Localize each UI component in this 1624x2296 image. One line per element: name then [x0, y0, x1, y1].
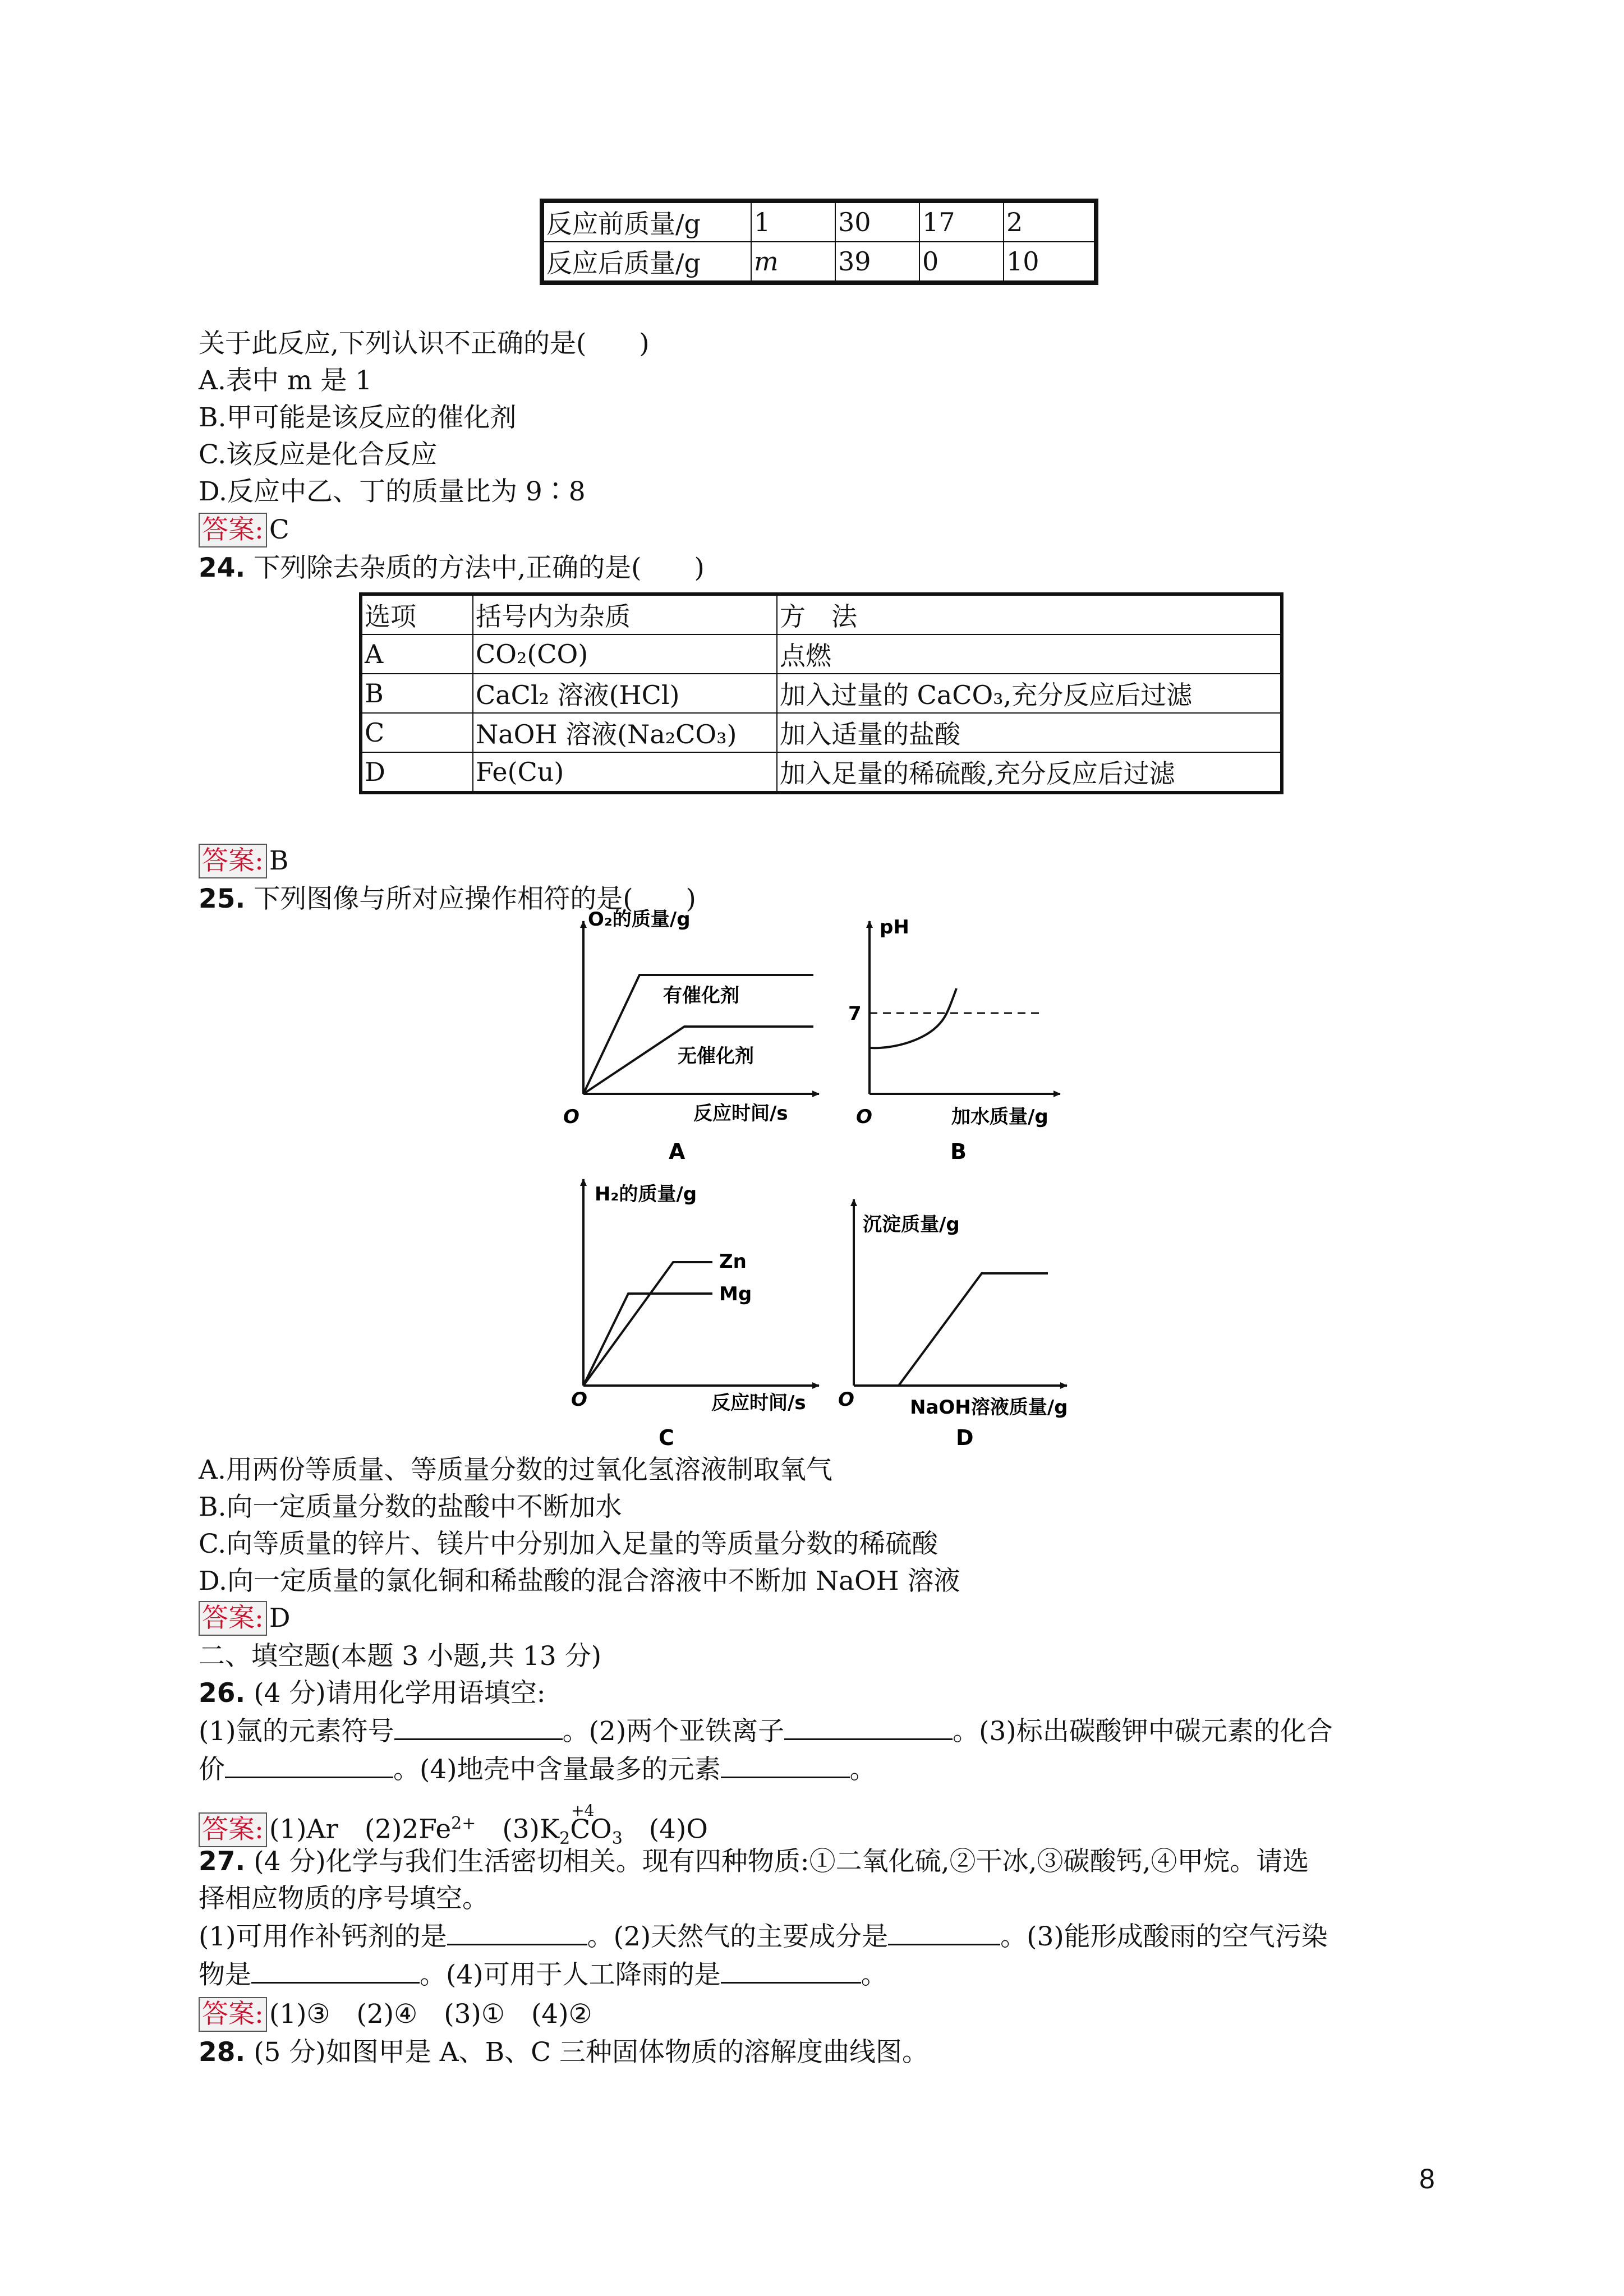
q23-stem: 关于此反应,下列认识不正确的是( ): [199, 328, 650, 359]
table-cell: 17: [919, 201, 1004, 242]
question-text: (4 分)化学与我们生活密切相关。现有四种物质:①二氧化硫,②干冰,③碳酸钙,④甲烷。请选: [254, 1846, 1309, 1877]
text-segment: 物是: [199, 1959, 251, 1990]
q25-option-d: D.向一定质量的氯化铜和稀盐酸的混合溶液中不断加 NaOH 溶液: [199, 1566, 960, 1596]
answer-value: D: [269, 1603, 291, 1634]
table-cell: 10: [1004, 242, 1096, 283]
answer-blank[interactable]: [447, 1919, 587, 1945]
answer-blank[interactable]: [251, 1957, 420, 1984]
chart-c: [571, 1179, 819, 1450]
question-text: 下列除去杂质的方法中,正确的是( ): [254, 553, 705, 583]
q27-line-4: [199, 1957, 887, 1994]
table-cell: 0: [919, 242, 1004, 283]
ion-charge: 2+: [451, 1814, 476, 1833]
q23-option-c: C.该反应是化合反应: [199, 439, 438, 470]
table-header-row: [361, 594, 1282, 634]
table-cell: NaOH 溶液(Na₂CO₃): [473, 713, 777, 752]
y-axis-label: H₂的质量/g: [595, 1183, 697, 1205]
answer-tag: 答案:: [199, 1601, 267, 1636]
chart-a: [563, 909, 819, 1164]
answer-value: C: [269, 514, 289, 545]
question-number: 28.: [199, 2037, 246, 2068]
answer-blank[interactable]: [225, 1752, 393, 1778]
question-number: 25.: [199, 884, 246, 914]
series-label: 无催化剂: [678, 1045, 754, 1068]
y-axis-label: 沉淀质量/g: [863, 1213, 960, 1236]
mass-table: [540, 199, 1098, 285]
q23-option-d: D.反应中乙、丁的质量比为 9∶8: [199, 476, 586, 507]
q23-answer: [199, 512, 289, 549]
text-segment: 。: [849, 1754, 876, 1785]
chart-caption: A: [669, 1139, 686, 1164]
series-line-mg: [583, 1294, 712, 1386]
question-text: (4 分)请用化学用语填空:: [254, 1678, 546, 1709]
subscript: 3: [611, 1829, 623, 1849]
answer-value: (1)③ (2)④ (3)① (4)②: [269, 1999, 592, 2030]
table-row: [542, 201, 1096, 242]
subscript: 2: [559, 1829, 571, 1849]
table-cell: CaCl₂ 溶液(HCl): [473, 674, 777, 713]
valence-carbon: [570, 1801, 595, 1848]
q27-answer: [199, 1996, 592, 2033]
text-segment: (1)氩的元素符号: [199, 1716, 394, 1747]
chart-d: [838, 1199, 1068, 1450]
answer-value: (4)O: [622, 1814, 708, 1845]
question-number: 26.: [199, 1678, 246, 1709]
page-number: 8: [1419, 2163, 1435, 2194]
table-row: [361, 713, 1282, 752]
section-heading: 二、填空题(本题 3 小题,共 13 分): [199, 1641, 602, 1672]
q26-line-3: [199, 1751, 876, 1788]
answer-tag: 答案:: [199, 844, 267, 878]
table-cell: 39: [835, 242, 919, 283]
x-axis-label: NaOH溶液质量/g: [910, 1396, 1068, 1419]
impurity-table: [359, 592, 1283, 794]
answer-blank[interactable]: [721, 1957, 861, 1984]
text-segment: 价: [199, 1754, 225, 1785]
text-segment: (1)可用作补钙剂的是: [199, 1921, 447, 1952]
text-segment: 。(2)两个亚铁离子: [562, 1716, 785, 1747]
text-segment: 。(4)地壳中含量最多的元素: [393, 1754, 721, 1785]
reference-label: 7: [848, 1002, 862, 1025]
table-cell: D: [361, 752, 473, 793]
table-header-cell: 选项: [361, 594, 473, 634]
table-row: [361, 752, 1282, 793]
text-segment: 。(4)可用于人工降雨的是: [420, 1959, 721, 1990]
answer-blank[interactable]: [394, 1714, 563, 1740]
answer-value: (1)Ar (2)2Fe: [269, 1814, 452, 1845]
table-cell: 加入过量的 CaCO₃,充分反应后过滤: [777, 674, 1282, 713]
x-axis-label: 反应时间/s: [711, 1392, 806, 1414]
q27-line-2: 择相应物质的序号填空。: [199, 1883, 489, 1914]
origin-label: O: [563, 1106, 579, 1128]
series-label: Mg: [719, 1283, 752, 1305]
table-cell: 点燃: [777, 634, 1282, 674]
q25-answer: [199, 1600, 291, 1637]
element-symbol: C: [570, 1814, 591, 1845]
table-cell: 30: [835, 201, 919, 242]
table-row: [361, 674, 1282, 713]
origin-label: O: [571, 1388, 587, 1411]
chart-caption: D: [956, 1425, 974, 1450]
series-label: 有催化剂: [663, 984, 739, 1007]
table-cell: 反应后质量/g: [542, 242, 751, 283]
q27-stem: [199, 1843, 1309, 1880]
table-row: [542, 242, 1096, 283]
answer-value: (3)K: [476, 1814, 560, 1845]
y-axis-label: pH: [880, 916, 909, 938]
table-header-cell: 括号内为杂质: [473, 594, 777, 634]
table-cell: m: [751, 242, 835, 283]
q25-option-c: C.向等质量的锌片、镁片中分别加入足量的等质量分数的稀硫酸: [199, 1529, 938, 1559]
table-cell: 反应前质量/g: [542, 201, 751, 242]
origin-label: O: [856, 1106, 872, 1128]
answer-blank[interactable]: [721, 1752, 850, 1778]
table-cell: 1: [751, 201, 835, 242]
answer-value: B: [269, 845, 289, 876]
question-number: 27.: [199, 1846, 246, 1877]
table-cell: 2: [1004, 201, 1096, 242]
valence-label: +4: [571, 1801, 595, 1820]
chart-caption: C: [659, 1425, 674, 1450]
q27-line-3: [199, 1918, 1328, 1955]
answer-tag: 答案:: [199, 513, 267, 547]
table-cell: B: [361, 674, 473, 713]
answer-tag: 答案:: [199, 1997, 267, 2032]
table-header-cell: 方 法: [777, 594, 1282, 634]
q25-option-a: A.用两份等质量、等质量分数的过氧化氢溶液制取氧气: [199, 1455, 832, 1485]
text-segment: 。(3)标出碳酸钾中碳元素的化合: [953, 1716, 1333, 1747]
text-segment: 。(2)天然气的主要成分是: [587, 1921, 889, 1952]
table-row: [361, 634, 1282, 674]
series-label: Zn: [719, 1250, 747, 1273]
y-axis-label: O₂的质量/g: [588, 909, 691, 931]
q28-stem: [199, 2034, 928, 2071]
series-line-zn: [583, 1262, 712, 1386]
origin-label: O: [838, 1388, 854, 1411]
question-number: 24.: [199, 553, 246, 583]
q26-line-2: [199, 1713, 1333, 1750]
element-symbol: O: [590, 1814, 612, 1845]
q23-option-a: A.表中 m 是 1: [199, 365, 372, 396]
table-cell: Fe(Cu): [473, 752, 777, 793]
x-axis-label: 加水质量/g: [951, 1106, 1048, 1128]
q26-stem: [199, 1675, 546, 1712]
table-cell: A: [361, 634, 473, 674]
x-axis-label: 反应时间/s: [693, 1102, 788, 1125]
answer-blank[interactable]: [784, 1714, 953, 1740]
table-cell: 加入足量的稀硫酸,充分反应后过滤: [777, 752, 1282, 793]
series-line-ph: [871, 988, 956, 1048]
q23-option-b: B.甲可能是该反应的催化剂: [199, 402, 517, 433]
chart-caption: B: [950, 1139, 967, 1164]
q25-option-b: B.向一定质量分数的盐酸中不断加水: [199, 1492, 622, 1522]
answer-blank[interactable]: [888, 1919, 1000, 1945]
table-cell: 加入适量的盐酸: [777, 713, 1282, 752]
chart-b: [848, 916, 1060, 1164]
question-text: 下列图像与所对应操作相符的是( ): [254, 884, 696, 914]
question-text: (5 分)如图甲是 A、B、C 三种固体物质的溶解度曲线图。: [254, 2037, 929, 2068]
answer-tag: 答案:: [199, 1812, 267, 1847]
table-cell: CO₂(CO): [473, 634, 777, 674]
q24-answer: [199, 843, 288, 880]
text-segment: 。: [861, 1959, 887, 1990]
charts-figure: [555, 909, 1094, 1470]
text-segment: 。(3)能形成酸雨的空气污染: [1000, 1921, 1328, 1952]
series-line-precipitate: [854, 1273, 1048, 1386]
q24-stem: [199, 550, 705, 587]
table-cell: C: [361, 713, 473, 752]
